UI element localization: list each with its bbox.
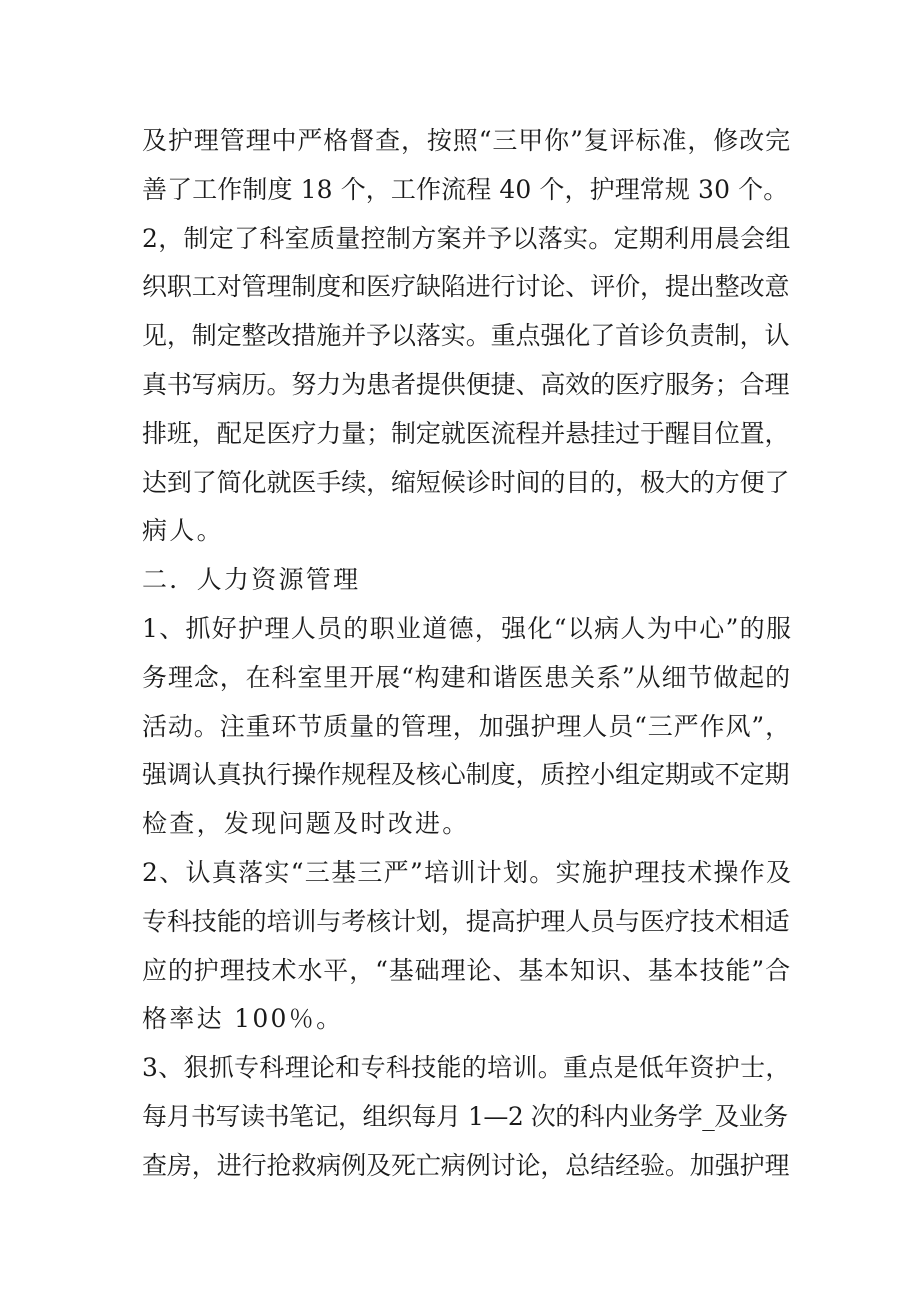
text-line: 见，制定整改措施并予以落实。重点强化了首诊负责制，认 xyxy=(142,321,790,351)
section-heading: 二．人力资源管理 xyxy=(142,565,361,595)
text-line: 强调认真执行操作规程及核心制度，质控小组定期或不定期 xyxy=(142,760,790,790)
text-line: 务理念，在科室里开展“构建和谐医患关系”从细节做起的 xyxy=(142,662,791,692)
text-line: 专科技能的培训与考核计划，提高护理人员与医疗技术相适 xyxy=(142,906,790,936)
text-line: 达到了简化就医手续，缩短候诊时间的目的，极大的方便了 xyxy=(142,467,790,497)
text-line: 应的护理技术水平，“基础理论、基本知识、基本技能”合 xyxy=(142,955,791,985)
text-line: 每月书写读书笔记，组织每月 1—2 次的科内业务学_及业务 xyxy=(142,1101,788,1131)
body-text xyxy=(142,117,792,1191)
text-line: 1、抓好护理人员的职业道德，强化“以病人为中心”的服 xyxy=(142,613,793,643)
text-line: 及护理管理中严格督查，按照“三甲你”复评标准，修改完 xyxy=(142,126,791,155)
text-line: 3、狠抓专科理论和专科技能的培训。重点是低年资护士， xyxy=(142,1053,791,1083)
text-line: 2、认真落实“三基三严”培训计划。实施护理技术操作及 xyxy=(142,857,793,887)
text-line: 检查，发现问题及时改进。 xyxy=(142,809,470,839)
text-line: 2，制定了科室质量控制方案并予以落实。定期利用晨会组 xyxy=(142,223,791,253)
text-line: 善了工作制度 18 个，工作流程 40 个，护理常规 30 个。 xyxy=(142,174,789,204)
text-line: 病人。 xyxy=(142,516,224,546)
text-line: 格率达 100％。 xyxy=(142,1004,344,1034)
text-line: 活动。注重环节质量的管理，加强护理人员“三严作风”， xyxy=(142,711,791,741)
text-line: 排班，配足医疗力量；制定就医流程并悬挂过于醒目位置， xyxy=(142,418,790,448)
text-line: 查房，进行抢救病例及死亡病例讨论，总结经验。加强护理 xyxy=(142,1150,790,1180)
text-line: 真书写病历。努力为患者提供便捷、高效的医疗服务；合理 xyxy=(142,369,790,399)
text-line: 织职工对管理制度和医疗缺陷进行讨论、评价，提出整改意 xyxy=(142,272,790,302)
